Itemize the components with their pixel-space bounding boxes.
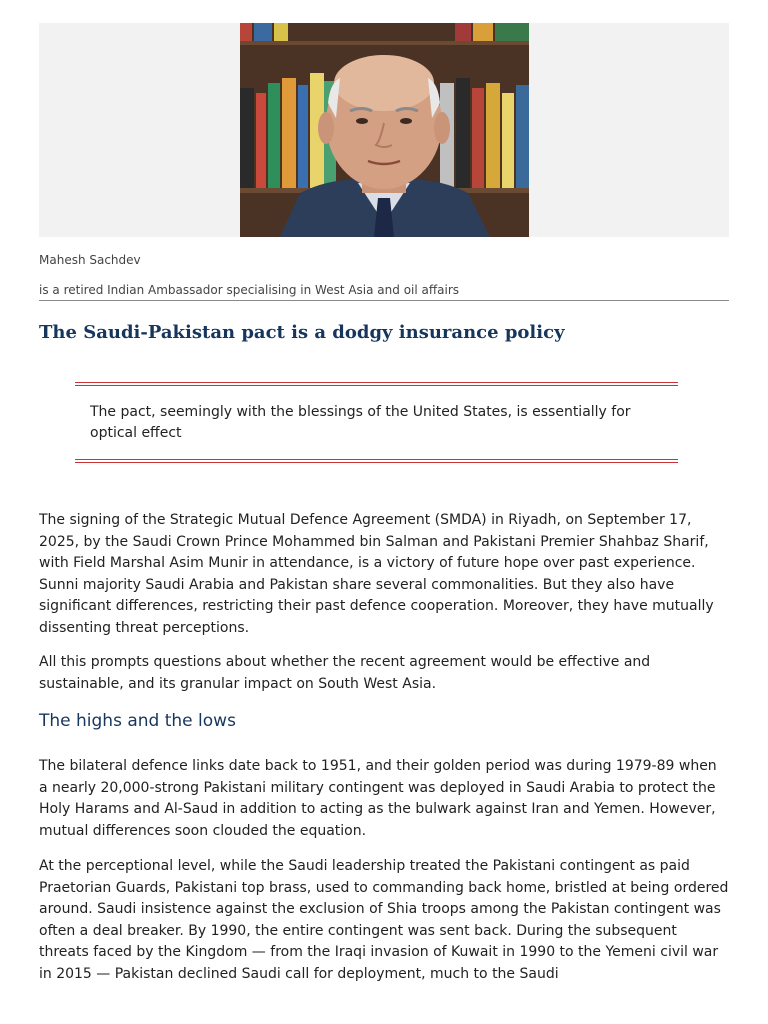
article-paragraph-1: The signing of the Strategic Mutual Defence Agreement (SMDA) in Riyadh, on September 17, 2025, by the Saudi Crown Prince Mohammed bin Salman and Pakistani Premier Shahbaz Sharif, with Field Marshal Asim Munir in attendance, is a victory of future hope over past experience. Sunni majority Saudi Arabia and Pakistan share several commonalities. But they also have significant differences, restricting their past defence cooperation. Moreover, they have mutually dissenting threat perceptions. xyxy=(39,512,714,636)
pull-quote-top-rule xyxy=(75,382,678,386)
author-name[interactable]: Mahesh Sachdev xyxy=(39,253,141,267)
author-photo xyxy=(240,23,529,237)
pull-quote xyxy=(75,382,678,462)
author-bio: is a retired Indian Ambassador specialising in West Asia and oil affairs xyxy=(39,283,460,297)
section-divider xyxy=(39,300,729,301)
article-subheading: The highs and the lows xyxy=(39,711,236,731)
pull-quote-bottom-rule xyxy=(75,459,678,463)
article-paragraph-2: All this prompts questions about whether the recent agreement would be effective and sustainable, and its granular impact on South West Asia. xyxy=(39,654,651,692)
pull-quote-text: The pact, seemingly with the blessings of the United States, is essentially for optical effect xyxy=(90,404,631,441)
article-paragraph-4: At the perceptional level, while the Saudi leadership treated the Pakistani contingent as paid Praetorian Guards, Pakistani top brass, used to commanding back home, bristled at being ordered around. Saudi insistence against the exclusion of Shia troops among the Pakistan contingent was often a deal breaker. By 1990, the entire contingent was sent back. During the subsequent threats faced by the Kingdom — from the Iraqi invasion of Kuwait in 1990 to the Yemeni civil war in 2015 — Pakistan declined Saudi call for deployment, much to the Saudi xyxy=(39,858,729,982)
article-paragraph-3: The bilateral defence links date back to 1951, and their golden period was during 1979-89 when a nearly 20,000-strong Pakistani military contingent was deployed in Saudi Arabia to protect the Holy Harams and Al-Saud in addition to acting as the bulwark against Iran and Yemen. However, mutual differences soon clouded the equation. xyxy=(39,758,717,839)
article-headline: The Saudi-Pakistan pact is a dodgy insurance policy xyxy=(39,322,565,343)
author-photo-frame xyxy=(39,23,729,237)
